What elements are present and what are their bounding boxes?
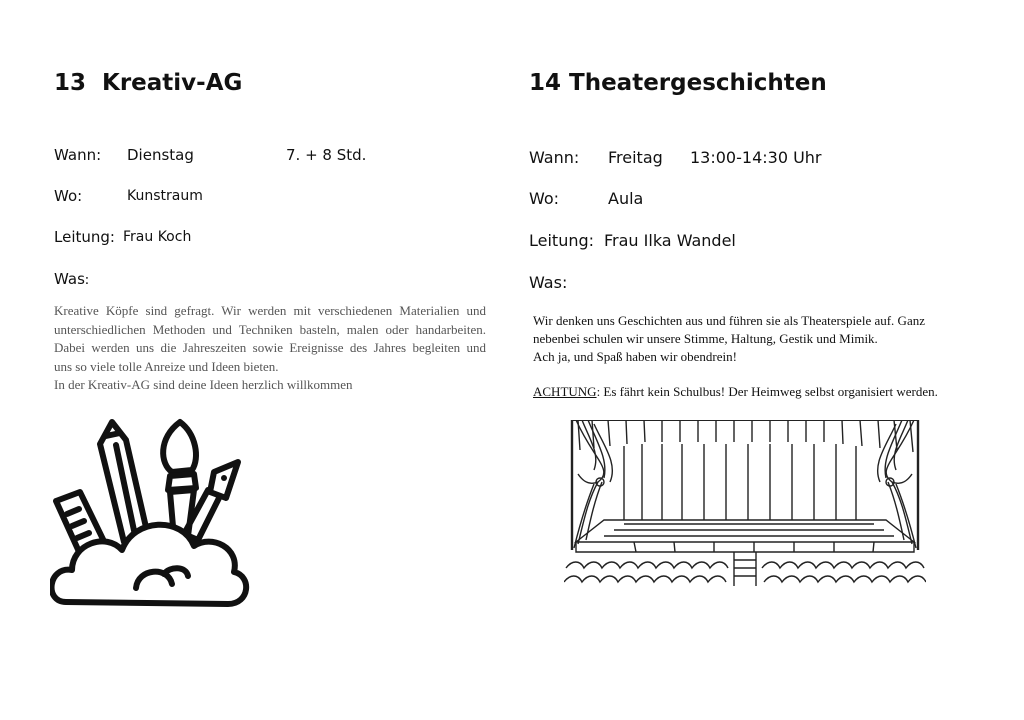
left-description-line: uns so viele tolle Anreize und Ideen bieten. [54,358,279,374]
right-when-time: 13:00-14:30 Uhr [690,148,822,167]
left-where-value: Kunstraum [127,188,203,204]
right-where-value: Aula [608,189,644,208]
theater-stage-icon [564,420,926,586]
art-supplies-icon [50,416,250,616]
left-when-label: Wann: [54,146,102,164]
left-description-line: unterschiedlichen Methoden und Techniken basteln, malen oder handarbeiten. [54,321,486,337]
warning-label: ACHTUNG [533,384,597,399]
left-when-time: 7. + 8 Std. [286,146,367,164]
left-where-label: Wo: [54,187,83,205]
right-section-number: 14 [529,70,562,96]
left-description [54,302,486,395]
left-what-word: Was [54,270,85,288]
right-lead-label: Leitung: [529,231,595,250]
left-description-line: Kreative Köpfe sind gefragt. Wir werden mit verschiedenen Materialien und [54,303,486,318]
right-what-label: Was: [529,273,568,292]
right-description-line: nebenbei schulen wir unsere Stimme, Haltung, Gestik und Mimik. [533,331,878,346]
left-description-line: Dabei werden uns die Jahreszeiten sowie Ereignisse des Jahres begleiten und [54,340,486,355]
left-when-day: Dienstag [127,146,194,164]
left-section-number: 13 [54,70,87,96]
right-description-line: Wir denken uns Geschichten aus und führen sie als Theaterspiele auf. Ganz [533,313,925,328]
right-section-name: Theatergeschichten [569,70,827,96]
right-when-label: Wann: [529,148,580,167]
right-where-label: Wo: [529,189,560,208]
left-description-line: In der Kreativ-AG sind deine Ideen herzlich willkommen [54,377,353,392]
right-description-line: Ach ja, und Spaß haben wir obendrein! [533,349,737,364]
right-description [533,312,973,366]
left-section-name: Kreativ-AG [102,70,243,96]
right-lead-value: Frau Ilka Wandel [604,231,736,250]
left-what-colon: : [84,272,90,288]
warning-text: : Es fährt kein Schulbus! Der Heimweg selbst organisiert werden. [596,384,938,399]
left-lead-label: Leitung: [54,228,115,246]
right-warning [533,383,993,401]
left-lead-value: Frau Koch [123,229,192,245]
left-what-label [54,270,89,289]
right-section-title [529,70,827,96]
right-when-day: Freitag [608,148,663,167]
left-section-title [54,70,242,96]
